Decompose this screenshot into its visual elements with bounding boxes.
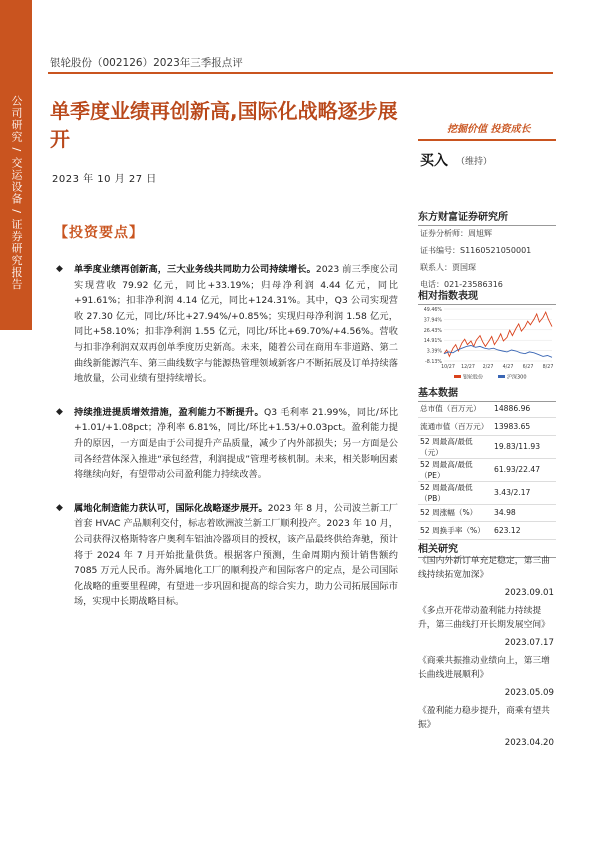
key-point [56, 501, 398, 610]
list-item [418, 654, 558, 700]
key-point-lead: 单季度业绩再创新高，三大业务线共同助力公司持续增长。 [74, 264, 316, 275]
key-points-tag: 【投资要点】 [54, 225, 144, 241]
legend-swatch [454, 375, 461, 378]
basic-data-table [418, 400, 556, 540]
sidebar-category: 公司研究 / 交运设备 / 证券研究报告 [10, 95, 23, 291]
x-tick-label: 8/27 [542, 365, 554, 370]
table-row: 52 周换手率（%） 623.12 [418, 522, 556, 540]
slogan-divider [418, 139, 556, 141]
x-tick-label: 12/27 [461, 365, 475, 370]
x-tick-label: 2/27 [482, 365, 494, 370]
rating-label: 买入 [420, 153, 448, 169]
y-tick-label: 49.46% [423, 308, 442, 313]
related-report-link[interactable]: 《国内外新订单充足稳定，第三曲线持续拓宽加深》 [418, 556, 550, 580]
related-report-link[interactable]: 《盈利能力稳步提升，商乘有望共振》 [418, 706, 550, 730]
phone-number: 021-23586316 [444, 280, 503, 289]
list-item [418, 604, 558, 650]
phone-label: 电话： [420, 280, 444, 289]
table-row: 52 周最高/最低（PB） 3.43/2.17 [418, 481, 556, 504]
x-tick-label: 10/27 [441, 365, 455, 370]
contact-label: 联系人： [420, 263, 452, 272]
key-point-lead: 属地化制造能力获认可，国际化战略逐步展开。 [74, 502, 268, 514]
list-item [418, 704, 558, 750]
key-point-lead: 持续推进提质增效措施，盈利能力不断提升。 [74, 406, 265, 418]
y-tick-label: 14.91% [423, 339, 442, 345]
key-point [56, 262, 398, 387]
legend-swatch [498, 375, 505, 378]
basic-data-title: 基本数据 [418, 384, 556, 402]
related-research-list [418, 554, 558, 754]
report-date: 2023 年 10 月 27 日 [52, 174, 157, 185]
diamond-bullet-icon: ◆ [56, 406, 63, 417]
cert-number: S1160521050001 [460, 246, 532, 255]
relative-index-chart [418, 303, 556, 385]
related-report-link[interactable]: 《商乘共振推动业绩向上，第三增长曲线进展顺利》 [418, 656, 550, 680]
key-point-text: Q3 毛利率 21.99%，同比/环比+1.01/+1.08pct；净利率 6.81%，同比/环比+1.53/+0.03pct。盈利能力提升的原因，一方面是由于公司提升产品质量，减少了内外部损失；另一方面是公司各经营体深入推进“承包经营，利润提成”管理考核机制。未来，相关影响因素将继续向好，有望带动公司盈利能力持续改善。 [74, 406, 399, 481]
diamond-bullet-icon: ◆ [56, 502, 63, 513]
report-label: 银轮股份（002126）2023年三季报点评 [50, 57, 243, 69]
page-title: 单季度业绩再创新高,国际化战略逐步展开 [50, 99, 398, 151]
header-divider [48, 72, 553, 74]
key-point [56, 405, 398, 483]
table-row: 流通市值（百万元） 13983.65 [418, 418, 556, 436]
x-tick-label: 4/27 [502, 365, 514, 370]
relative-index-title: 相对指数表现 [418, 287, 556, 305]
analyst-name: 周旭辉 [468, 229, 492, 238]
analyst-info [420, 225, 560, 293]
analyst-name-label: 证券分析师： [420, 229, 468, 238]
related-report-date: 2023.05.09 [504, 688, 554, 698]
contact-name: 贾国琛 [452, 263, 476, 272]
legend-label: 沪深300 [507, 374, 527, 381]
table-row: 总市值（百万元） 14886.96 [418, 400, 556, 418]
related-report-link[interactable]: 《多点开花带动盈利能力持续提升，第三曲线打开长期发展空间》 [418, 606, 550, 630]
related-report-date: 2023.04.20 [504, 738, 554, 748]
table-row: 52 周最高/最低（PE） 61.93/22.47 [418, 458, 556, 481]
cert-label: 证书编号： [420, 246, 460, 255]
diamond-bullet-icon: ◆ [56, 264, 63, 274]
key-points-list [56, 262, 398, 628]
institute-name: 东方财富证券研究所 [418, 208, 556, 226]
related-report-date: 2023.09.01 [504, 588, 554, 598]
y-tick-label: 26.43% [423, 328, 442, 334]
key-point-text: 2023 前三季度公司实现营收 79.92 亿元，同比+33.19%；归母净利润 4.44 亿元，同比+91.61%；扣非净利润 4.14 亿元，同比+124.31%。其中，Q3 公司实现营收 27.30 亿元，同比/环比+27.94%/+0.85%；实现归母净利润 1.58 亿元，同比+58.10%；扣非净利润 1.55 亿元，同比/环比+69.70%/+4.56%。营收与扣非净利润双双再创单季度历史新高。未来，随着公司在商用车非道路、第二曲线新能源汽车、第三曲线数字与能源热管理领域新客户不断拓展及订单持续落地放量，公司业绩有望持续增长。 [74, 264, 398, 385]
rating-note: （维持） [456, 157, 493, 167]
table-row: 52 周涨幅（%） 34.98 [418, 504, 556, 522]
related-research-title: 相关研究 [418, 540, 556, 558]
table-row: 52 周最高/最低（元） 19.83/11.93 [418, 435, 556, 458]
sidebar-band [0, 0, 32, 330]
key-point-text: 2023 年 8 月，公司波兰新工厂首套 HVAC 产品顺利交付，标志着欧洲波兰新工厂顺利投产。2023 年 10 月，公司获得汉格斯特客户奥利车铝油冷器项目的授权，该产品最终供给奔驰，预计将于 2024 年 7 月开始批量供货。根据客户预测，生命周期内预计销售额约 7085 万元人民币。海外属地化工厂的顺利投产和国际客户的定点，是公司国际化战略的重要里程碑，有望进一步巩固和提高的综合实力，助力公司拓展国际市场，实现中长期战略目标。 [74, 502, 398, 608]
x-tick-label: 6/27 [522, 365, 534, 370]
list-item [418, 554, 558, 600]
slogan: 挖掘价值 投资成长 [447, 124, 531, 135]
y-tick-label: 37.94% [423, 318, 442, 324]
related-report-date: 2023.07.17 [504, 638, 554, 648]
y-tick-label: 3.39% [426, 349, 442, 355]
legend-label: 银轮股份 [463, 374, 484, 381]
y-tick-label: -8.13% [425, 360, 442, 365]
